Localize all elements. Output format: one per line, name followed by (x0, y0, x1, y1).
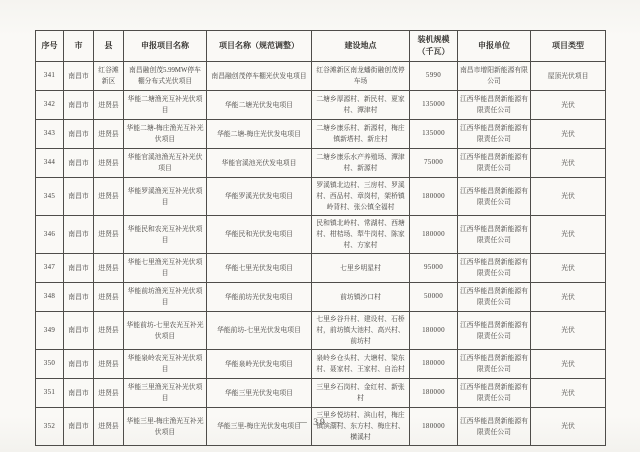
cell-city: 南昌市 (64, 254, 94, 283)
cell-county: 进贤县 (94, 254, 124, 283)
cell-declared-name: 华能民和农光互补光伏项目 (124, 216, 207, 254)
cell-city: 南昌市 (64, 312, 94, 350)
cell-city: 南昌市 (64, 350, 94, 379)
cell-location: 红谷滩新区南龙蟠街融创茂停车场 (312, 62, 410, 91)
cell-applicant: 江西华能昌贤新能源有限责任公司 (458, 254, 531, 283)
table-row (36, 312, 606, 350)
cell-applicant: 江西华能昌贤新能源有限责任公司 (458, 149, 531, 178)
cell-adjusted-name: 华能三里光伏发电项目 (207, 379, 312, 408)
cell-capacity: 180000 (410, 312, 458, 350)
cell-location: 七里乡明星村 (312, 254, 410, 283)
cell-capacity: 180000 (410, 350, 458, 379)
cell-county: 进贤县 (94, 283, 124, 312)
table-header (36, 31, 606, 62)
cell-capacity: 135000 (410, 91, 458, 120)
cell-county: 进贤县 (94, 178, 124, 216)
cell-seq: 344 (36, 149, 64, 178)
cell-applicant: 江西华能昌贤新能源有限责任公司 (458, 178, 531, 216)
cell-seq: 347 (36, 254, 64, 283)
cell-adjusted-name: 华能二塘光伏发电项目 (207, 91, 312, 120)
cell-city: 南昌市 (64, 120, 94, 149)
cell-declared-name: 华能泉岭农光互补光伏项目 (124, 350, 207, 379)
cell-seq: 351 (36, 379, 64, 408)
table-row (36, 149, 606, 178)
col-header-type: 项目类型 (531, 31, 606, 62)
cell-county: 进贤县 (94, 216, 124, 254)
table-header-row (36, 31, 606, 62)
cell-county: 进贤县 (94, 408, 124, 446)
cell-capacity: 180000 (410, 379, 458, 408)
cell-county: 进贤县 (94, 312, 124, 350)
cell-declared-name: 华能前坊-七里农光互补光伏项目 (124, 312, 207, 350)
cell-type: 光伏 (531, 120, 606, 149)
cell-declared-name: 华能二塘-梅庄渔光互补光伏项目 (124, 120, 207, 149)
cell-location: 泉岭乡仓头村、大塘村、梁东村、聂家村、王家村、自治村 (312, 350, 410, 379)
table-body (36, 62, 606, 446)
cell-county: 进贤县 (94, 91, 124, 120)
cell-declared-name: 华能罗溪渔光互补光伏项目 (124, 178, 207, 216)
cell-city: 南昌市 (64, 283, 94, 312)
cell-applicant: 江西华能昌贤新能源有限责任公司 (458, 350, 531, 379)
cell-location: 二塘乡康乐村、新源村，梅庄镇新塔村、新庄村 (312, 120, 410, 149)
cell-capacity: 180000 (410, 216, 458, 254)
cell-adjusted-name: 华能二塘-梅庄光伏发电项目 (207, 120, 312, 149)
cell-county: 进贤县 (94, 379, 124, 408)
col-header-declared-name: 申报项目名称 (124, 31, 207, 62)
cell-declared-name: 华能官溪池渔光互补光伏项目 (124, 149, 207, 178)
cell-county: 红谷滩新区 (94, 62, 124, 91)
cell-seq: 343 (36, 120, 64, 149)
cell-adjusted-name: 华能官溪池光伏发电项目 (207, 149, 312, 178)
cell-type: 光伏 (531, 350, 606, 379)
cell-type: 屋顶光伏项目 (531, 62, 606, 91)
cell-adjusted-name: 华能前坊光伏发电项目 (207, 283, 312, 312)
cell-declared-name: 华能三里-梅庄渔光互补光伏项目 (124, 408, 207, 446)
cell-city: 南昌市 (64, 62, 94, 91)
cell-capacity: 180000 (410, 408, 458, 446)
page-number: — 39 — (297, 418, 343, 428)
cell-applicant: 南昌市增阳新能源有限公司 (458, 62, 531, 91)
col-header-applicant: 申报单位 (458, 31, 531, 62)
col-header-capacity: 装机规模（千瓦） (410, 31, 458, 62)
cell-county: 进贤县 (94, 120, 124, 149)
cell-adjusted-name: 华能泉岭光伏发电项目 (207, 350, 312, 379)
cell-capacity: 75000 (410, 149, 458, 178)
cell-county: 进贤县 (94, 350, 124, 379)
cell-declared-name: 华能三里渔光互补光伏项目 (124, 379, 207, 408)
cell-location: 七里乡谷升村、建设村、石桥村，前坊镇大池村、高兴村、前坊村 (312, 312, 410, 350)
table-row (36, 120, 606, 149)
col-header-seq: 序号 (36, 31, 64, 62)
cell-seq: 345 (36, 178, 64, 216)
cell-applicant: 江西华能昌贤新能源有限责任公司 (458, 120, 531, 149)
col-header-location: 建设地点 (312, 31, 410, 62)
col-header-adjusted-name: 项目名称（规范调整） (207, 31, 312, 62)
cell-seq: 342 (36, 91, 64, 120)
table-row (36, 62, 606, 91)
cell-capacity: 5990 (410, 62, 458, 91)
cell-type: 光伏 (531, 408, 606, 446)
table-row (36, 216, 606, 254)
cell-city: 南昌市 (64, 379, 94, 408)
cell-seq: 352 (36, 408, 64, 446)
cell-city: 南昌市 (64, 408, 94, 446)
cell-type: 光伏 (531, 178, 606, 216)
cell-type: 光伏 (531, 379, 606, 408)
table-row (36, 178, 606, 216)
cell-county: 进贤县 (94, 149, 124, 178)
cell-location: 二塘乡厚源村、新民村、夏家村、潭津村 (312, 91, 410, 120)
cell-location: 民和镇北岭村、常湖村、西塘村、柑桔场、犁牛岗村、陈家村、方家村 (312, 216, 410, 254)
cell-applicant: 江西华能昌贤新能源有限责任公司 (458, 283, 531, 312)
cell-seq: 346 (36, 216, 64, 254)
cell-applicant: 江西华能昌贤新能源有限责任公司 (458, 408, 531, 446)
col-header-city: 市 (64, 31, 94, 62)
cell-type: 光伏 (531, 149, 606, 178)
cell-city: 南昌市 (64, 178, 94, 216)
cell-location: 三里乡悦坊村、滨山村，梅庄镇滨湖村、东方村、梅庄村、横溪村 (312, 408, 410, 446)
cell-applicant: 江西华能昌贤新能源有限责任公司 (458, 379, 531, 408)
cell-location: 罗溪镇北边村、三房村、罗溪村、西品村、章岗村，架桥镇岭背村、张公镇全福村 (312, 178, 410, 216)
cell-type: 光伏 (531, 312, 606, 350)
cell-applicant: 江西华能昌贤新能源有限责任公司 (458, 312, 531, 350)
cell-type: 光伏 (531, 91, 606, 120)
cell-capacity: 95000 (410, 254, 458, 283)
table-row (36, 283, 606, 312)
cell-seq: 349 (36, 312, 64, 350)
cell-city: 南昌市 (64, 149, 94, 178)
cell-city: 南昌市 (64, 91, 94, 120)
projects-table (35, 30, 606, 446)
table-row (36, 350, 606, 379)
cell-adjusted-name: 华能七里光伏发电项目 (207, 254, 312, 283)
table-row (36, 379, 606, 408)
cell-seq: 348 (36, 283, 64, 312)
cell-declared-name: 华能前坊渔光互补光伏项目 (124, 283, 207, 312)
cell-applicant: 江西华能昌贤新能源有限责任公司 (458, 216, 531, 254)
cell-capacity: 50000 (410, 283, 458, 312)
cell-seq: 341 (36, 62, 64, 91)
cell-seq: 350 (36, 350, 64, 379)
cell-capacity: 180000 (410, 178, 458, 216)
cell-adjusted-name: 华能罗溪光伏发电项目 (207, 178, 312, 216)
cell-location: 三里乡石岗村、金红村、新张村 (312, 379, 410, 408)
cell-city: 南昌市 (64, 216, 94, 254)
cell-adjusted-name: 华能民和光伏发电项目 (207, 216, 312, 254)
table-row (36, 91, 606, 120)
cell-capacity: 135000 (410, 120, 458, 149)
cell-declared-name: 华能二塘渔光互补光伏项目 (124, 91, 207, 120)
cell-type: 光伏 (531, 216, 606, 254)
cell-type: 光伏 (531, 254, 606, 283)
cell-location: 前坊镇沙口村 (312, 283, 410, 312)
cell-applicant: 江西华能昌贤新能源有限责任公司 (458, 91, 531, 120)
cell-adjusted-name: 南昌融创茂停车棚光伏发电项目 (207, 62, 312, 91)
cell-declared-name: 华能七里渔光互补光伏项目 (124, 254, 207, 283)
cell-adjusted-name: 华能三里-梅庄光伏发电项目 (207, 408, 312, 446)
cell-adjusted-name: 华能前坊-七里光伏发电项目 (207, 312, 312, 350)
cell-location: 二塘乡康乐水产养殖场、潭津村、新源村 (312, 149, 410, 178)
cell-declared-name: 南昌融创茂5.99MW停车棚分布式光伏项目 (124, 62, 207, 91)
cell-type: 光伏 (531, 283, 606, 312)
col-header-county: 县 (94, 31, 124, 62)
table-row (36, 254, 606, 283)
